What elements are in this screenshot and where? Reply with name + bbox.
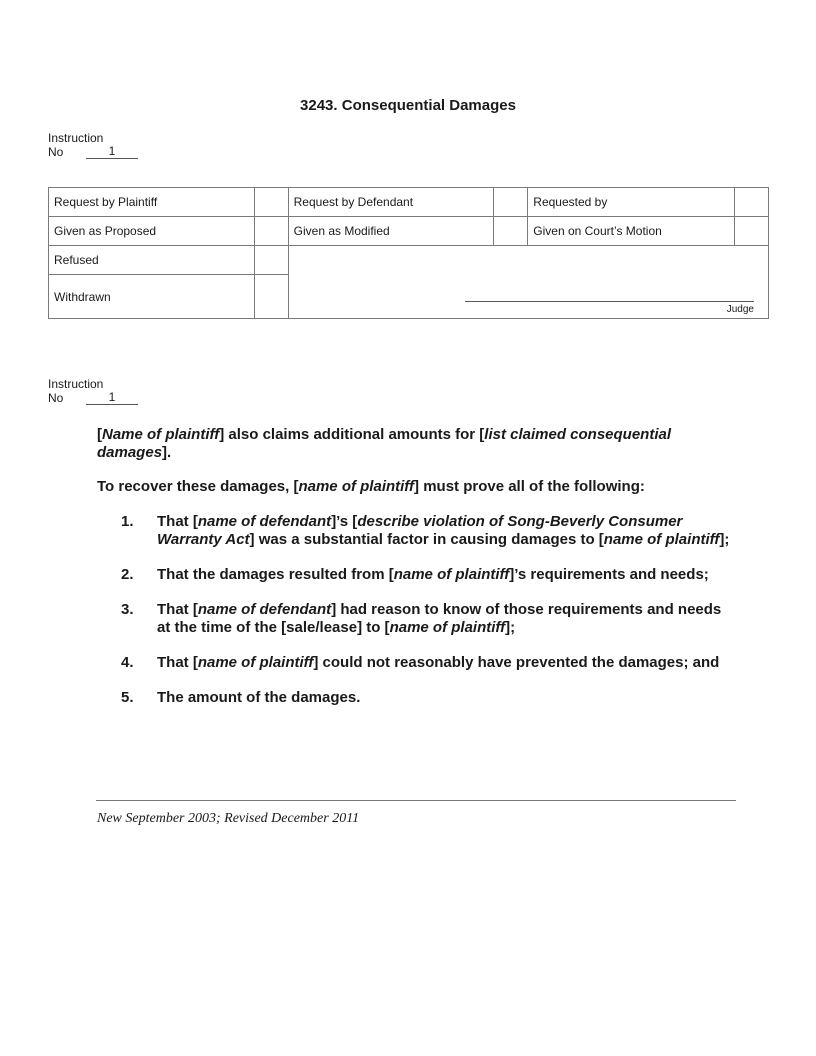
judge-signature-line[interactable]: [465, 301, 754, 302]
table-row: [49, 217, 769, 246]
given-on-courts-motion-checkbox[interactable]: [734, 217, 768, 246]
list-item-number: 3.: [121, 601, 134, 618]
list-item: [97, 689, 737, 707]
intro-paragraph: [Name of plaintiff] also claims additional amounts for [list claimed consequential damages].: [97, 426, 672, 461]
list-item: [97, 601, 737, 637]
given-as-modified-label: Given as Modified: [288, 217, 494, 246]
request-disposition-table: [48, 187, 769, 319]
page-title: 3243. Consequential Damages: [300, 97, 516, 114]
list-item: [97, 513, 737, 549]
list-item: [97, 654, 737, 672]
list-item-text: The amount of the damages.: [157, 689, 361, 706]
instruction-label: Instruction: [48, 131, 104, 145]
request-by-defendant-label: Request by Defendant: [288, 188, 494, 217]
instruction-no-label: No: [48, 391, 64, 405]
elements-intro-paragraph: To recover these damages, [name of plaintiff] must prove all of the following:: [97, 478, 645, 495]
list-item: [97, 566, 737, 584]
revision-history: New September 2003; Revised December 2011: [97, 811, 360, 826]
instruction-body: [97, 426, 737, 724]
instruction-number-row: [48, 145, 138, 159]
instruction-label: Instruction: [48, 377, 104, 391]
judge-signature-area: [288, 246, 768, 319]
instruction-number-header: [48, 131, 138, 159]
instruction-no-label: No: [48, 145, 64, 159]
list-item-text: That the damages resulted from [name of plaintiff]’s requirements and needs;: [157, 566, 709, 583]
list-item-number: 1.: [121, 513, 134, 530]
given-as-modified-checkbox[interactable]: [494, 217, 528, 246]
request-by-plaintiff-checkbox[interactable]: [254, 188, 288, 217]
list-item-text: That [name of plaintiff] could not reasonably have prevented the damages; and: [157, 654, 720, 671]
given-as-proposed-checkbox[interactable]: [254, 217, 288, 246]
table-row: [49, 188, 769, 217]
request-by-plaintiff-label: Request by Plaintiff: [49, 188, 255, 217]
list-item-number: 2.: [121, 566, 134, 583]
refused-label: Refused: [49, 246, 255, 275]
list-item-number: 5.: [121, 689, 134, 706]
footer-divider: [96, 800, 736, 801]
judge-label: Judge: [726, 304, 754, 315]
instruction-number-row: [48, 391, 138, 405]
list-item-number: 4.: [121, 654, 134, 671]
elements-list: [97, 513, 737, 707]
instruction-no-value: 1: [86, 145, 138, 159]
given-as-proposed-label: Given as Proposed: [49, 217, 255, 246]
withdrawn-label: Withdrawn: [49, 275, 255, 319]
withdrawn-checkbox[interactable]: [254, 275, 288, 319]
requested-by-checkbox[interactable]: [734, 188, 768, 217]
refused-checkbox[interactable]: [254, 246, 288, 275]
requested-by-label: Requested by: [528, 188, 735, 217]
instruction-no-value: 1: [86, 391, 138, 405]
list-item-text: That [name of defendant] had reason to know of those requirements and needs at the time of the [sale/lease] to [name of plaintiff];: [157, 601, 722, 636]
request-by-defendant-checkbox[interactable]: [494, 188, 528, 217]
table-row: [49, 246, 769, 275]
list-item-text: That [name of defendant]’s [describe violation of Song-Beverly Consumer Warranty Act] was a substantial factor in causing damages to [name of plaintiff];: [157, 513, 730, 548]
given-on-courts-motion-label: Given on Court’s Motion: [528, 217, 735, 246]
instruction-number-header: [48, 377, 138, 405]
